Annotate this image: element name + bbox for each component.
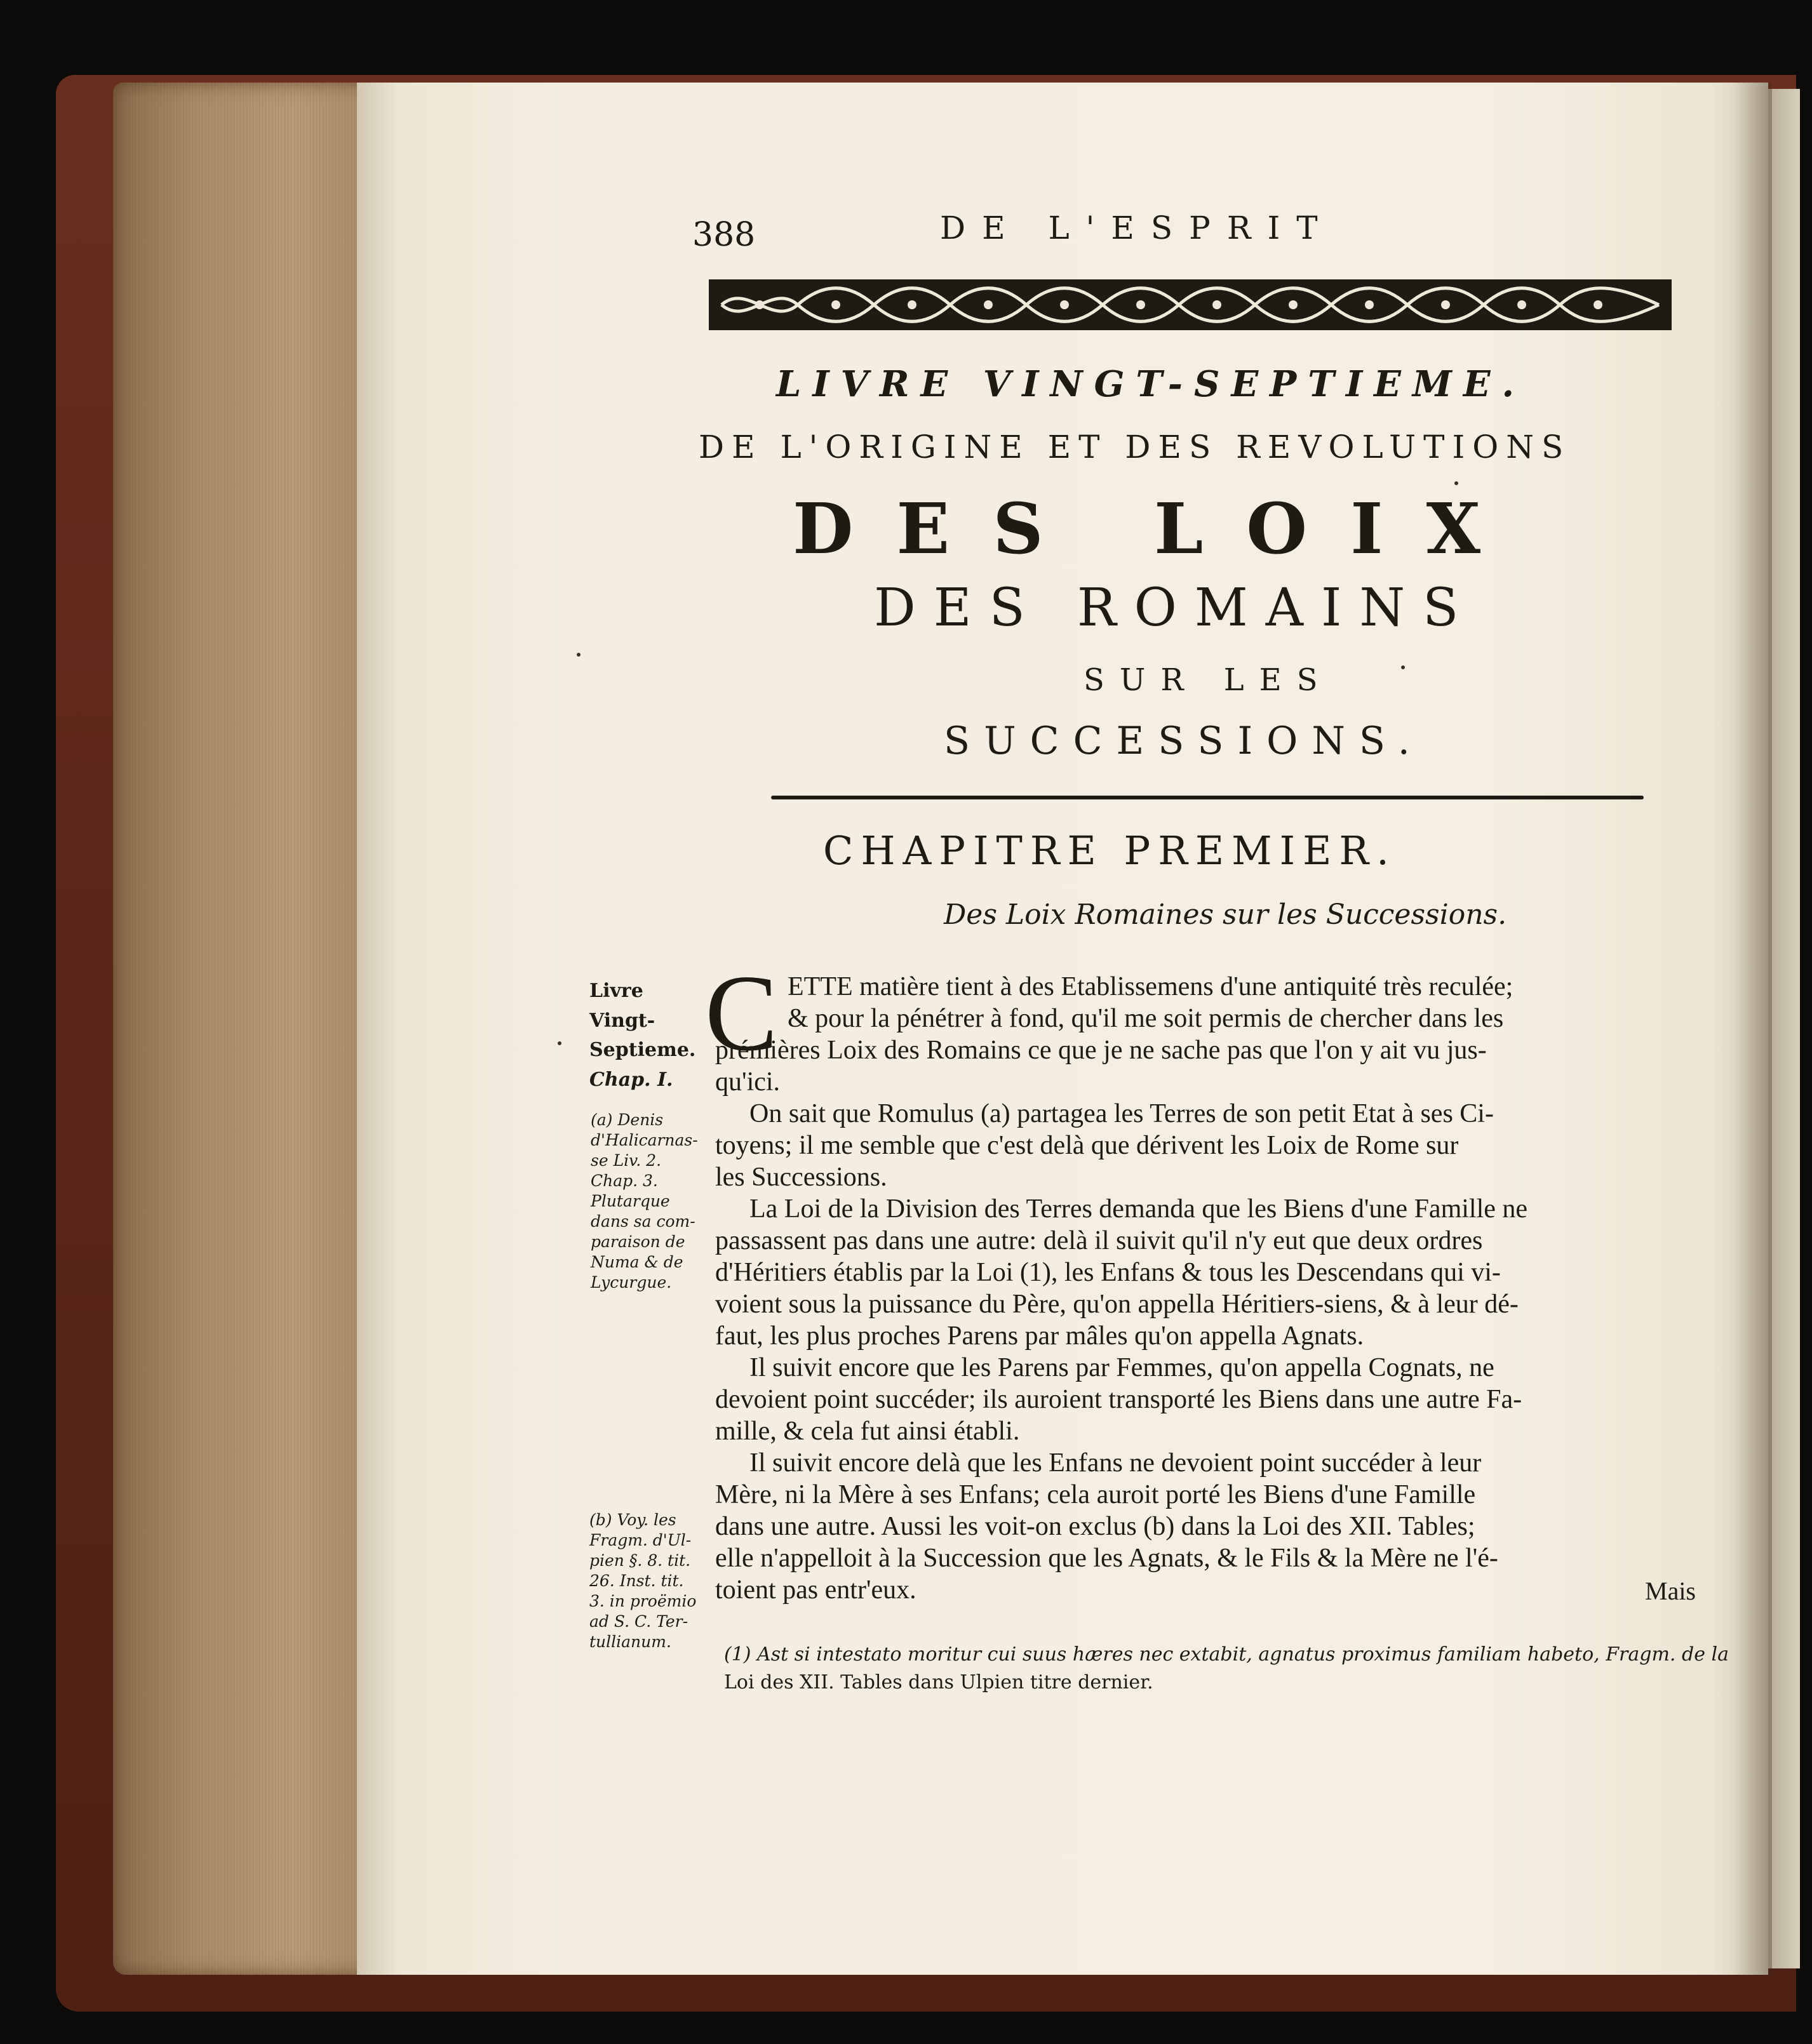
body-line: dans une autre. Aussi les voit-on exclus (b) dans la Loi des XII. Tables;	[715, 1512, 1475, 1541]
body-line: faut, les plus proches Parens par mâles qu'on appella Agnats.	[715, 1321, 1364, 1351]
margin-note-line: 26. Inst. tit.	[589, 1572, 684, 1590]
body-line: voient sous la puissance du Père, qu'on appella Héritiers-siens, & à leur dé-	[715, 1290, 1519, 1319]
margin-note-line: Numa & de	[591, 1253, 683, 1271]
facing-page-edge	[1768, 89, 1800, 1968]
body-line: qu'ici.	[715, 1067, 781, 1097]
running-head: DE L'ESPRIT	[940, 210, 1334, 246]
margin-note-line: 3. in proëmio	[589, 1592, 697, 1610]
margin-section-line: Septieme.	[589, 1039, 696, 1061]
margin-note-a	[591, 1110, 698, 1293]
footnote-line: (1) Ast si intestato moritur cui suus hæres nec extabit, agnatus proximus familiam habeto, Fragm. de la	[724, 1643, 1729, 1666]
margin-note-line: (b) Voy. les	[589, 1511, 676, 1529]
paper-speck	[577, 653, 581, 657]
page-block-edge	[113, 83, 375, 1975]
body-line: les Successions.	[715, 1163, 887, 1192]
chapter-heading: CHAPITRE PREMIER.	[823, 827, 1397, 874]
margin-note-line: Chap. 3.	[591, 1172, 658, 1190]
margin-section-line: Vingt-	[589, 1009, 655, 1032]
footnote-line: Loi des XII. Tables dans Ulpien titre dernier.	[724, 1671, 1153, 1693]
body-line: d'Héritiers établis par la Loi (1), les Enfans & tous les Descendans qui vi-	[715, 1258, 1501, 1287]
ornamental-band-icon	[709, 279, 1672, 330]
margin-note-line: Plutarque	[591, 1192, 670, 1210]
margin-note-line: se Liv. 2.	[591, 1151, 662, 1170]
subtitle-line-5: SUCCESSIONS.	[944, 719, 1424, 763]
body-line: passassent pas dans une autre: delà il suivit qu'il n'y eut que deux ordres	[715, 1226, 1483, 1255]
body-line: devoient point succéder; ils auroient transporté les Biens dans une autre Fa-	[715, 1385, 1522, 1414]
margin-note-line: paraison de	[591, 1232, 685, 1251]
margin-note-line: pien §. 8. tit.	[589, 1551, 691, 1570]
body-line: La Loi de la Division des Terres demanda que les Biens d'une Famille ne	[749, 1194, 1528, 1224]
margin-section-line: Livre	[589, 980, 643, 1002]
body-line: mille, & cela fut ainsi établi.	[715, 1417, 1020, 1446]
subtitle-line-3: DES ROMAINS	[874, 578, 1477, 638]
paper-speck	[1454, 481, 1458, 485]
book-title: LIVRE VINGT-SEPTIEME.	[776, 363, 1526, 405]
body-line: toyens; il me semble que c'est delà que dérivent les Loix de Rome sur	[715, 1131, 1459, 1160]
margin-note-line: tullianum.	[589, 1633, 671, 1651]
margin-note-line: d'Halicarnas-	[591, 1131, 698, 1149]
subtitle-line-2: DES LOIX	[793, 488, 1524, 570]
paper-speck	[558, 1041, 561, 1045]
margin-note-b	[589, 1510, 696, 1652]
margin-note-line: Lycurgue.	[591, 1273, 672, 1292]
margin-section-line: Chap. I.	[589, 1068, 673, 1091]
margin-section-label	[589, 977, 695, 1095]
gutter-shadow	[1734, 83, 1772, 1975]
body-line: Mère, ni la Mère à ses Enfans; cela auroit porté les Biens d'une Famille	[715, 1480, 1476, 1509]
subtitle-line-4: SUR LES	[1084, 662, 1333, 698]
paper-speck	[1401, 665, 1405, 669]
chapter-subtitle: Des Loix Romaines sur les Successions.	[944, 898, 1507, 931]
body-line: Il suivit encore que les Parens par Femmes, qu'on appella Cognats, ne	[749, 1353, 1494, 1382]
body-line: ETTE matière tient à des Etablissemens d'une antiquité très reculée;	[788, 972, 1513, 1001]
body-line: prémières Loix des Romains ce que je ne sache pas que l'on y ait vu jus-	[715, 1036, 1487, 1065]
subtitle-line-1: DE L'ORIGINE ET DES REVOLUTIONS	[699, 429, 1571, 465]
body-line: Il suivit encore delà que les Enfans ne devoient point succéder à leur	[749, 1448, 1482, 1478]
page-number: 388	[692, 216, 756, 254]
margin-note-line: Fragm. d'Ul-	[589, 1531, 692, 1549]
drop-cap: C	[705, 953, 778, 1074]
title-rule	[771, 796, 1644, 799]
body-line: toient pas entr'eux.	[715, 1575, 916, 1605]
margin-note-line: ad S. C. Ter-	[589, 1612, 688, 1631]
margin-note-line: dans sa com-	[591, 1212, 695, 1231]
catchword: Mais	[1645, 1577, 1696, 1605]
body-line: On sait que Romulus (a) partagea les Terres de son petit Etat à ses Ci-	[749, 1099, 1494, 1128]
margin-note-line: (a) Denis	[591, 1111, 664, 1129]
body-line: & pour la pénétrer à fond, qu'il me soit permis de chercher dans les	[788, 1004, 1504, 1033]
body-line: elle n'appelloit à la Succession que les Agnats, & le Fils & la Mère ne l'é-	[715, 1544, 1498, 1573]
